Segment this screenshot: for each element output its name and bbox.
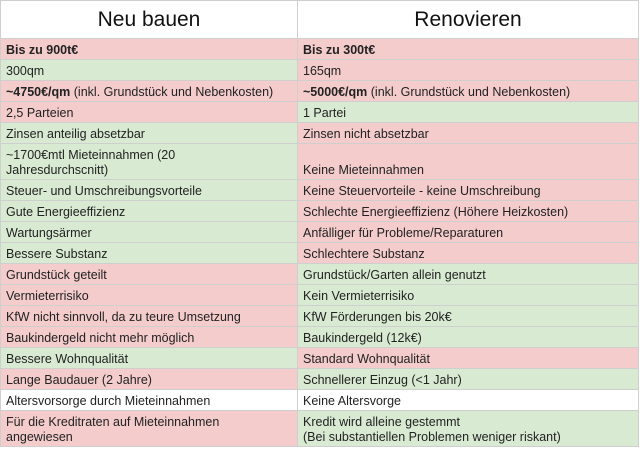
table-row — [1, 60, 639, 81]
cell-text: Wartungsärmer — [6, 226, 92, 240]
cell-renovieren[interactable] — [298, 243, 639, 264]
cell-text: Vermieterrisiko — [6, 289, 89, 303]
cell-renovieren[interactable] — [298, 327, 639, 348]
cell-renovieren[interactable] — [298, 81, 639, 102]
cell-bold-text: Bis zu 900t€ — [6, 43, 79, 57]
cell-neu-bauen[interactable] — [1, 102, 298, 123]
cell-renovieren[interactable] — [298, 102, 639, 123]
cell-neu-bauen[interactable] — [1, 81, 298, 102]
cell-text: KfW Förderungen bis 20k€ — [303, 310, 452, 324]
table-row — [1, 144, 639, 180]
header-row — [1, 1, 639, 39]
cell-neu-bauen[interactable] — [1, 123, 298, 144]
table-row — [1, 264, 639, 285]
cell-neu-bauen[interactable] — [1, 369, 298, 390]
cell-neu-bauen[interactable] — [1, 222, 298, 243]
table-row — [1, 222, 639, 243]
table-row — [1, 390, 639, 411]
header-neu-bauen[interactable]: Neu bauen — [1, 1, 298, 39]
table-row — [1, 369, 639, 390]
cell-renovieren[interactable] — [298, 285, 639, 306]
table-row — [1, 81, 639, 102]
cell-text: 1 Partei — [303, 106, 347, 120]
cell-neu-bauen[interactable] — [1, 348, 298, 369]
cell-neu-bauen[interactable] — [1, 411, 298, 447]
table-row — [1, 180, 639, 201]
cell-neu-bauen[interactable] — [1, 144, 298, 180]
table-row — [1, 348, 639, 369]
cell-text: Altersvorsorge durch Mieteinnahmen — [6, 394, 211, 408]
header-renovieren[interactable]: Renovieren — [298, 1, 639, 39]
cell-bold-text: Bis zu 300t€ — [303, 43, 376, 57]
cell-renovieren[interactable] — [298, 411, 639, 447]
cell-text: 300qm — [6, 64, 45, 78]
cell-text: ~1700€mtl Mieteinnahmen (20 Jahresdurchscnitt) — [6, 148, 176, 177]
cell-text: Zinsen nicht absetzbar — [303, 127, 429, 141]
table-row — [1, 102, 639, 123]
cell-text: Keine Mieteinnahmen — [303, 163, 424, 177]
cell-text: 165qm — [303, 64, 342, 78]
cell-text: KfW nicht sinnvoll, da zu teure Umsetzung — [6, 310, 241, 324]
cell-text: (inkl. Grundstück und Nebenkosten) — [367, 85, 571, 99]
cell-neu-bauen[interactable] — [1, 39, 298, 60]
table-row — [1, 123, 639, 144]
table-row — [1, 411, 639, 447]
cell-renovieren[interactable] — [298, 201, 639, 222]
cell-text: (inkl. Grundstück und Nebenkosten) — [70, 85, 274, 99]
cell-neu-bauen[interactable] — [1, 285, 298, 306]
cell-renovieren[interactable] — [298, 180, 639, 201]
cell-text: Grundstück/Garten allein genutzt — [303, 268, 486, 282]
cell-renovieren[interactable] — [298, 144, 639, 180]
cell-text: Kredit wird alleine gestemmt (Bei substantiellen Problemen weniger riskant) — [303, 415, 561, 444]
cell-neu-bauen[interactable] — [1, 180, 298, 201]
cell-renovieren[interactable] — [298, 39, 639, 60]
cell-renovieren[interactable] — [298, 264, 639, 285]
cell-neu-bauen[interactable] — [1, 306, 298, 327]
cell-neu-bauen[interactable] — [1, 60, 298, 81]
cell-text: Baukindergeld (12k€) — [303, 331, 422, 345]
cell-text: Schlechte Energieeffizienz (Höhere Heizkosten) — [303, 205, 569, 219]
cell-text: Bessere Substanz — [6, 247, 108, 261]
cell-renovieren[interactable] — [298, 390, 639, 411]
cell-renovieren[interactable] — [298, 123, 639, 144]
cell-renovieren[interactable] — [298, 348, 639, 369]
cell-text: Grundstück geteilt — [6, 268, 107, 282]
table-body — [1, 39, 639, 447]
table-row — [1, 285, 639, 306]
cell-text: 2,5 Parteien — [6, 106, 74, 120]
cell-text: Keine Steuervorteile - keine Umschreibung — [303, 184, 541, 198]
table-row — [1, 306, 639, 327]
table-row — [1, 201, 639, 222]
cell-neu-bauen[interactable] — [1, 390, 298, 411]
cell-text: Lange Baudauer (2 Jahre) — [6, 373, 152, 387]
cell-text: Schnellerer Einzug (<1 Jahr) — [303, 373, 462, 387]
cell-neu-bauen[interactable] — [1, 327, 298, 348]
cell-text: Schlechtere Substanz — [303, 247, 425, 261]
cell-text: Bessere Wohnqualität — [6, 352, 129, 366]
cell-text: Für die Kreditraten auf Mieteinnahmen angewiesen — [6, 415, 220, 444]
cell-renovieren[interactable] — [298, 306, 639, 327]
cell-text: Standard Wohnqualität — [303, 352, 430, 366]
cell-text: Baukindergeld nicht mehr möglich — [6, 331, 195, 345]
cell-bold-text: ~4750€/qm — [6, 85, 71, 99]
cell-text: Steuer- und Umschreibungsvorteile — [6, 184, 202, 198]
cell-renovieren[interactable] — [298, 369, 639, 390]
cell-neu-bauen[interactable] — [1, 264, 298, 285]
cell-renovieren[interactable] — [298, 60, 639, 81]
cell-text: Gute Energieeffizienz — [6, 205, 126, 219]
cell-neu-bauen[interactable] — [1, 243, 298, 264]
cell-text: Zinsen anteilig absetzbar — [6, 127, 145, 141]
cell-text: Anfälliger für Probleme/Reparaturen — [303, 226, 504, 240]
cell-renovieren[interactable] — [298, 222, 639, 243]
table-row — [1, 327, 639, 348]
cell-text: Kein Vermieterrisiko — [303, 289, 415, 303]
cell-neu-bauen[interactable] — [1, 201, 298, 222]
cell-text: Keine Altersvorge — [303, 394, 401, 408]
table-row — [1, 39, 639, 60]
cell-bold-text: ~5000€/qm — [303, 85, 368, 99]
table-row — [1, 243, 639, 264]
